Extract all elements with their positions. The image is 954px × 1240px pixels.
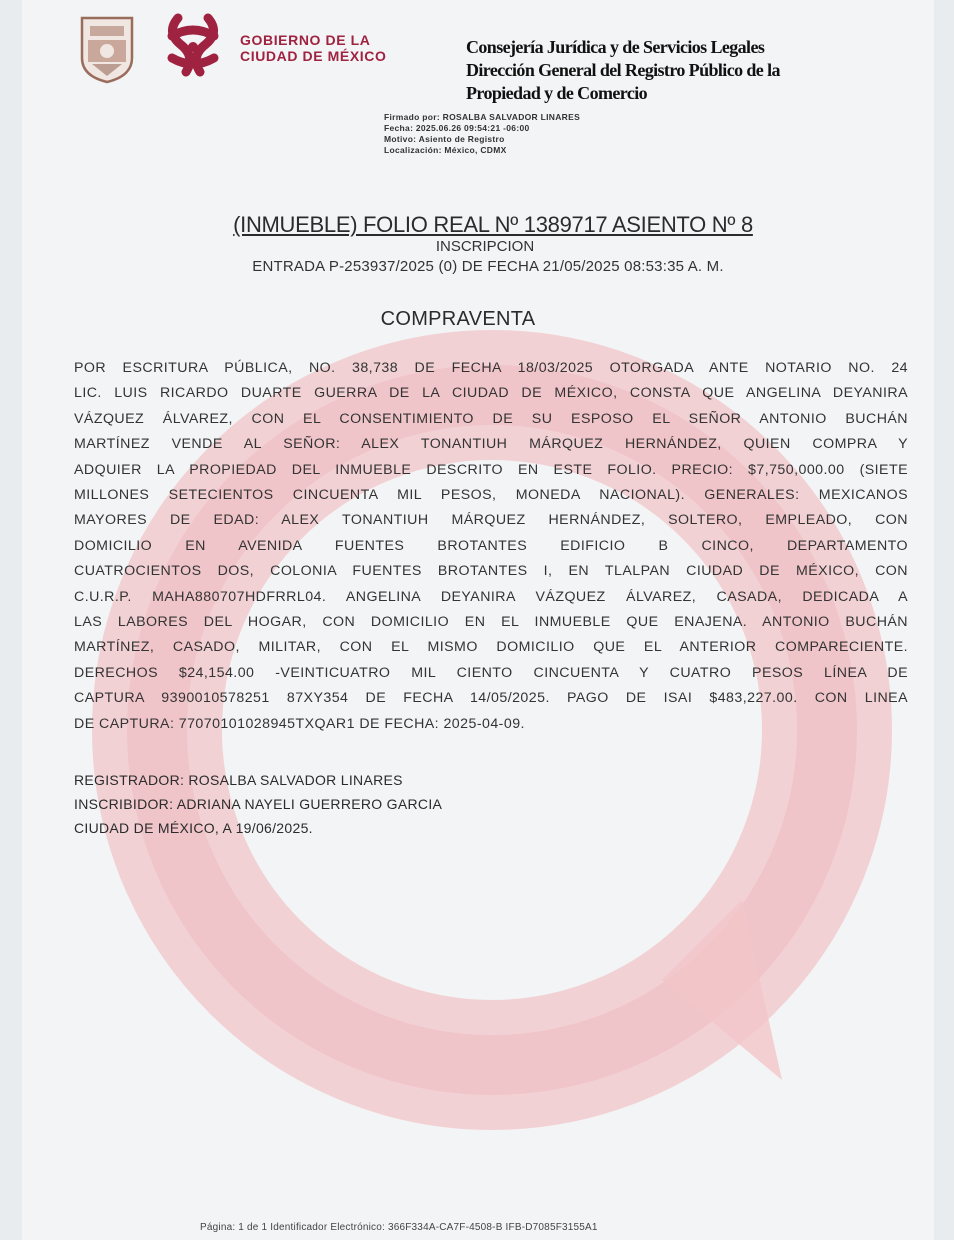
electronic-signature-block [384,112,580,156]
body-line: MAYORES DE EDAD: ALEX TONANTIUH MÁRQUEZ HERNÁNDEZ, SOLTERO, EMPLEADO, CON [74,512,908,529]
gov-name-line1: GOBIERNO DE LA [240,32,371,48]
dept-line3: Propiedad y de Comercio [466,83,648,103]
act-type-heading: COMPRAVENTA [380,308,536,330]
registrar-line: REGISTRADOR: ROSALBA SALVADOR LINARES [74,772,403,788]
esign-reason: Motivo: Asiento de Registro [384,134,505,144]
body-line: CUATROCIENTOS DOS, COLONIA FUENTES BROTANTES I, EN TLALPAN CIUDAD DE MÉXICO, CON [74,563,908,580]
body-line: DE CAPTURA: 77070101028945TXQAR1 DE FECHA: 2025-04-09. [74,715,525,732]
body-line: C.U.R.P. MAHA880707HDFRRL04. ANGELINA DEYANIRA VÁZQUEZ ÁLVAREZ, CASADA, DEDICADA A [74,588,908,605]
folio-title: (INMUEBLE) FOLIO REAL Nº 1389717 ASIENTO Nº 8 [233,212,753,237]
esign-signer: Firmado por: ROSALBA SALVADOR LINARES [384,112,581,122]
signatures-block [74,768,442,840]
title-block [22,212,934,275]
entry-line: ENTRADA P-253937/2025 (0) DE FECHA 21/05/2025 08:53:35 A. M. [252,258,724,275]
esign-date: Fecha: 2025.06.26 09:54:21 -06:00 [384,123,530,133]
body-line: MILLONES SETECIENTOS CINCUENTA MIL PESOS, MONEDA NACIONAL). GENERALES: MEXICANOS [74,487,908,504]
gov-name-line2: CIUDAD DE MÉXICO [240,48,387,64]
inscriber-line: INSCRIBIDOR: ADRIANA NAYELI GUERRERO GARCIA [74,796,443,812]
deed-body [74,356,908,737]
place-date-line: CIUDAD DE MÉXICO, A 19/06/2025. [74,820,313,836]
dept-line2: Dirección General del Registro Público de la [466,60,780,80]
department-name [466,36,906,105]
body-line: DERECHOS $24,154.00 -VEINTICUATRO MIL CIENTO CINCUENTA Y CUATRO PESOS LÍNEA DE [74,664,908,681]
inscription-label: INSCRIPCION [435,238,535,255]
document-header [22,0,934,200]
body-line: POR ESCRITURA PÚBLICA, NO. 38,738 DE FECHA 18/03/2025 OTORGADA ANTE NOTARIO NO. 24 [74,360,908,376]
esign-location: Localización: México, CDMX [384,145,507,155]
body-line: LIC. LUIS RICARDO DUARTE GUERRA DE LA CIUDAD DE MÉXICO, CONSTA QUE ANGELINA DEYANIRA [74,385,908,402]
document-page [22,0,934,1240]
cdmx-logo-icon [158,10,228,84]
government-name [240,32,387,64]
city-seal-icon [78,14,136,84]
dept-line1: Consejería Jurídica y de Servicios Legales [466,37,765,57]
body-line: LAS LABORES DEL HOGAR, CON DOMICILIO EN EL INMUEBLE QUE ENAJENA. ANTONIO BUCHÁN [74,614,908,631]
body-line: MARTÍNEZ, CASADO, MILITAR, CON EL MISMO DOMICILIO QUE EL ANTERIOR COMPARECIENTE. [74,639,908,656]
body-line: CAPTURA 9390010578251 87XY354 DE FECHA 14/05/2025. PAGO DE ISAI $483,227.00. CON LINEA [74,690,908,707]
page-footer: Página: 1 de 1 Identificador Electrónico: 366F334A-CA7F-4508-B IFB-D7085F3155A1 [200,1222,598,1233]
body-line: DOMICILIO EN AVENIDA FUENTES BROTANTES EDIFICIO B CINCO, DEPARTAMENTO [74,537,908,554]
body-line: MARTÍNEZ VENDE AL SEÑOR: ALEX TONANTIUH MÁRQUEZ HERNÁNDEZ, QUIEN COMPRA Y [74,436,908,453]
body-line: VÁZQUEZ ÁLVAREZ, CON EL CONSENTIMIENTO DE SU ESPOSO EL SEÑOR ANTONIO BUCHÁN [74,410,908,427]
body-line: ADQUIER LA PROPIEDAD DEL INMUEBLE DESCRITO EN ESTE FOLIO. PRECIO: $7,750,000.00 (SIETE [74,461,908,478]
